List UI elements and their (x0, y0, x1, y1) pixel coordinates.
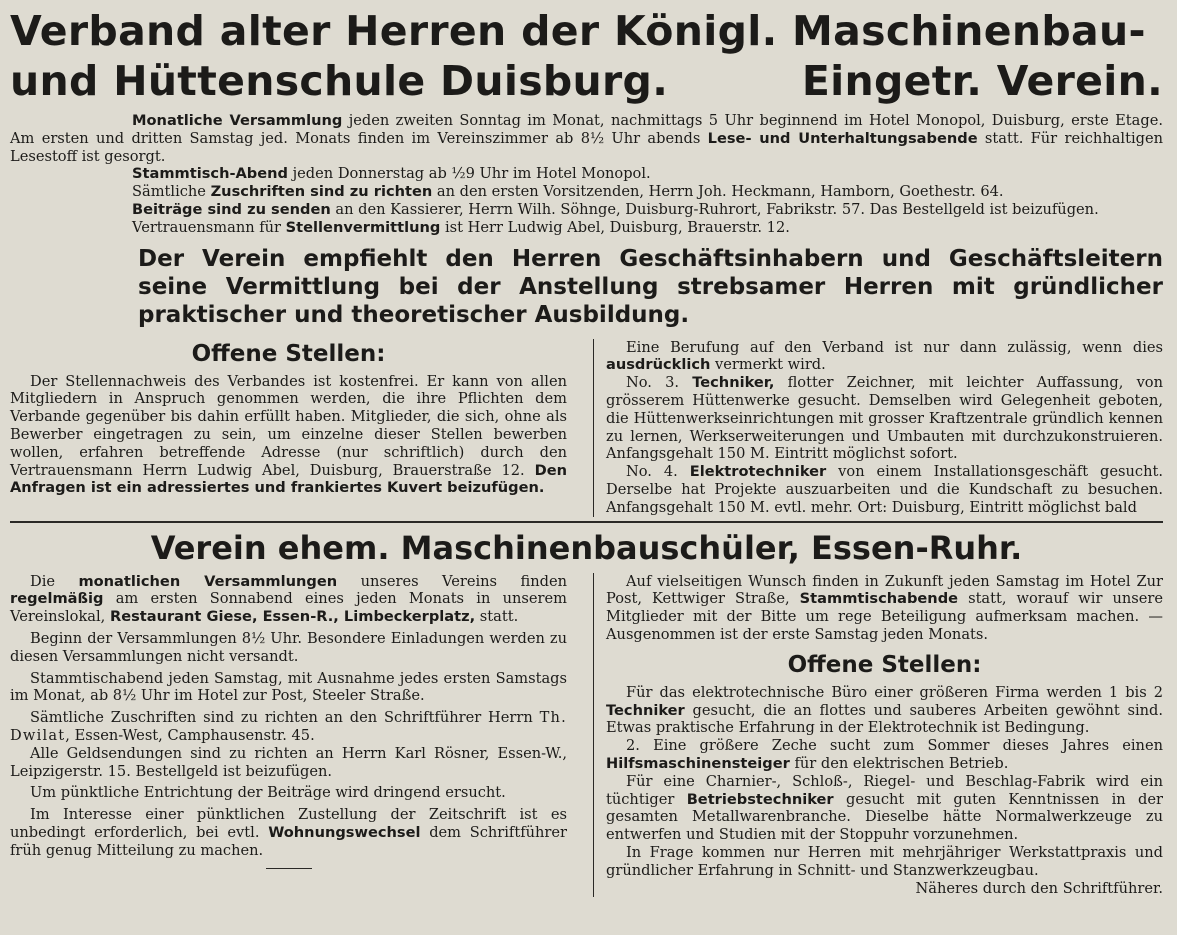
text: Im Interesse einer pünktlichen Zustellung der Zeitschrift ist es unbedingt erforderlich, bei evtl. (10, 806, 567, 841)
text: von einem Installationsgeschäft gesucht. Derselbe hat Projekte auszuarbeiten und die Kundschaft zu besuchen. Anfangsgehalt 150 M. evtl. mehr. Ort: Duisburg, Eintritt möglichst bald (606, 463, 1163, 516)
text: am ersten Sonnabend eines jeden Monats in unserem Vereinslokal, (10, 590, 567, 626)
section2-left-paragraph-1 (10, 573, 567, 626)
section2-left-column (10, 573, 567, 898)
text: statt, worauf wir unsere Mitglieder mit der Bitte um rege Beteiligung aufmerksam machen. — Ausgenommen ist der erste Samstag jeden Monats. (606, 590, 1164, 643)
intro-paragraph-stellenvermittlung (10, 219, 1163, 237)
text: an den ersten Vorsitzenden, Herrn Joh. Heckmann, Hamborn, Goethestr. 64. (432, 183, 1004, 201)
title-line-2-left: und Hüttenschule Duisburg. (10, 57, 669, 105)
intro-paragraph-stammtisch (10, 165, 1163, 183)
section2-left-paragraph-7 (10, 806, 567, 859)
text: dem Schriftführer früh genug Mitteilung zu machen. (10, 823, 567, 859)
bold-text: Hilfsmaschinensteiger (606, 754, 790, 772)
bold-text: Den Anfragen ist ein adressiertes und frankiertes Kuvert beizufügen. (10, 461, 567, 497)
bold-text: Techniker (606, 701, 685, 719)
section2-right-closing: Näheres durch den Schriftführer. (915, 879, 1163, 897)
text: Für eine Charnier-, Schloß-, Riegel- und Beschlag-Fabrik wird ein tüchtiger (606, 772, 1163, 808)
bold-text: Elektrotechniker (689, 463, 827, 481)
section1-right-paragraph-2 (606, 374, 1163, 463)
section2-columns (10, 573, 1163, 898)
bold-text: regelmäßig (10, 590, 104, 608)
bold-text: ausdrücklich (606, 356, 711, 374)
section2-right-column (593, 573, 1163, 898)
spaced-name: Th. Dwilat (10, 709, 567, 744)
section1-right-column (593, 339, 1163, 517)
section2-right-paragraph-4 (606, 773, 1163, 844)
text: vermerkt wird. (710, 356, 826, 374)
bold-text: Monatliche Versammlung (132, 112, 343, 129)
section2-right-paragraph-2 (606, 684, 1163, 737)
text: gesucht, die an flottes und sauberes Arbeiten gewöhnt sind. Etwas praktische Erfahrung in der Elektrotechnik ist Bedingung. (606, 701, 1163, 737)
section2-right-paragraph-5: In Frage kommen nur Herren mit mehrjähriger Werkstattpraxis und gründlicher Erfahrung in Schnitt- und Stanzwerkzeugbau. (606, 843, 1163, 879)
bold-text: Stammtischabende (799, 590, 959, 608)
section2-right-paragraph-1 (606, 573, 1163, 644)
text: Die (30, 572, 79, 590)
bold-text: Restaurant Giese, Essen-R., Limbeckerplatz, (109, 608, 476, 626)
text: gesucht mit guten Kenntnissen in der gesamten Metallwarenbranche. Dieselbe hätte Normalwerkzeuge zu entwerfen und Studien mit der Stoppuhr vorzunehmen. (606, 790, 1163, 844)
section1-columns (10, 339, 1163, 517)
bold-text: Stammtisch-Abend (132, 165, 288, 183)
section-divider (10, 521, 1163, 523)
section1-right-paragraph-3 (606, 463, 1163, 516)
bold-text: Techniker, (692, 374, 775, 392)
section2-left-paragraph-3: Stammtischabend jeden Samstag, mit Ausnahme jedes ersten Samstags im Monat, ab 8½ Uhr im Hotel zur Post, Steeler Straße. (10, 669, 567, 705)
recommendation-text: Der Verein empfiehlt den Herren Geschäftsinhabern und Geschäftsleitern seine Vermittlung bei der Anstellung strebsamer Herren mit gründlicher praktischer und theoretischer Ausbildung. (138, 245, 1163, 328)
section2-title: Verein ehem. Maschinenbauschüler, Essen-Ruhr. (150, 528, 1023, 567)
text: Sämtliche Zuschriften sind zu richten an den Schriftführer Herrn (30, 709, 540, 727)
text: 2. Eine größere Zeche sucht zum Sommer dieses Jahres einen (626, 737, 1163, 755)
intro-paragraph-zuschriften (10, 183, 1163, 201)
text: jeden zweiten Sonntag im Monat, nachmittags 5 Uhr beginnend im Hotel Monopol, Duisburg, erste Etage. Am ersten und dritten Samstag jed. Monats finden im Vereinszimmer ab 8½ Uhr abends (10, 112, 1163, 147)
text: für den elektrischen Betrieb. (789, 754, 1009, 772)
bold-text: Stellenvermittlung (285, 218, 441, 236)
section2-left-paragraph-6: Um pünktliche Entrichtung der Beiträge wird dringend ersucht. (30, 784, 506, 802)
bold-text: Zuschriften sind zu richten (210, 183, 433, 201)
section1-right-paragraph-1 (606, 339, 1163, 375)
intro-paragraph-meetings (10, 112, 1163, 165)
section1-left-paragraph (10, 373, 567, 498)
section2-right-paragraph-3 (606, 737, 1163, 773)
text: No. 3. (626, 374, 693, 392)
section1-left-column (10, 339, 567, 517)
intro-paragraph-beitraege (10, 201, 1163, 219)
page-title (10, 0, 1163, 106)
text: Sämtliche (132, 183, 211, 201)
end-rule (266, 868, 312, 869)
text: ist Herr Ludwig Abel, Duisburg, Brauerstr. 12. (440, 218, 790, 236)
bold-text: Wohnungswechsel (268, 823, 421, 841)
bold-text: Lese- und Unterhaltungsabende (707, 129, 978, 147)
section2-heading: Offene Stellen: (787, 651, 982, 678)
section2-left-paragraph-5: Alle Geldsendungen sind zu richten an Herrn Karl Rösner, Essen-W., Leipzigerstr. 15. Bestellgeld ist beizufügen. (10, 744, 567, 780)
text: statt. (475, 608, 519, 626)
section2-left-paragraph-2: Beginn der Versammlungen 8½ Uhr. Besondere Einladungen werden zu diesen Versammlungen nicht versandt. (10, 629, 567, 665)
title-line-1: Verband alter Herren der Königl. Maschinenbau- (10, 7, 1146, 55)
text: Vertrauensmann für (132, 218, 286, 236)
text: jeden Donnerstag ab ½9 Uhr im Hotel Monopol. (288, 165, 651, 183)
text: an den Kassierer, Herrn Wilh. Söhnge, Duisburg-Ruhrort, Fabrikstr. 57. Das Bestellgeld ist beizufügen. (330, 200, 1099, 218)
text: Der Stellennachweis des Verbandes ist kostenfrei. Er kann von allen Mitgliedern in Anspruch genommen werden, die ihre Pflichten dem Verbande gegenüber bis dahin erfüllt haben. Mitglieder, die sich, ohne als Bewerber eingetragen zu sein, um einzelne dieser Stellen bewerben wollen, erfahren betreffende Adresse (nur schriftlich) durch den Vertrauensmann Herrn Ludwig Abel, Duisburg, Brauerstraße 12. (10, 372, 567, 479)
text: statt. Für reichhaltigen Lesestoff ist gesorgt. (10, 129, 1164, 165)
section1-heading: Offene Stellen: (191, 340, 386, 367)
text: No. 4. (626, 463, 690, 481)
intro-block (10, 112, 1163, 237)
text: unseres Vereins finden (337, 572, 567, 590)
bold-text: Betriebstechniker (686, 790, 834, 808)
text: Auf vielseitigen Wunsch finden in Zukunft jeden Samstag im Hotel Zur Post, Kettwiger Straße, (606, 572, 1163, 608)
text: Eine Berufung auf den Verband ist nur dann zulässig, wenn dies (626, 338, 1163, 356)
title-line-2-right: Eingetr. Verein. (801, 57, 1163, 105)
section2-left-paragraph-4 (10, 709, 567, 745)
text: , Essen-West, Camphausenstr. 45. (65, 726, 315, 744)
bold-text: Beiträge sind zu senden (132, 200, 331, 218)
text: flotter Zeichner, mit leichter Auffassung, von grösserem Hüttenwerke gesucht. Demselben wird Gelegenheit geboten, die Hüttenwerkseinrichtungen mit grosser Kraftzentrale gründlich kennen zu lernen, Werkserweiterungen und Umbauten mit durchzukonstruieren. Anfangsgehalt 150 M. Eintritt möglichst sofort. (606, 374, 1163, 463)
bold-text: monatlichen Versammlungen (78, 572, 338, 590)
text: Für das elektrotechnische Büro einer größeren Firma werden 1 bis 2 (626, 683, 1163, 701)
